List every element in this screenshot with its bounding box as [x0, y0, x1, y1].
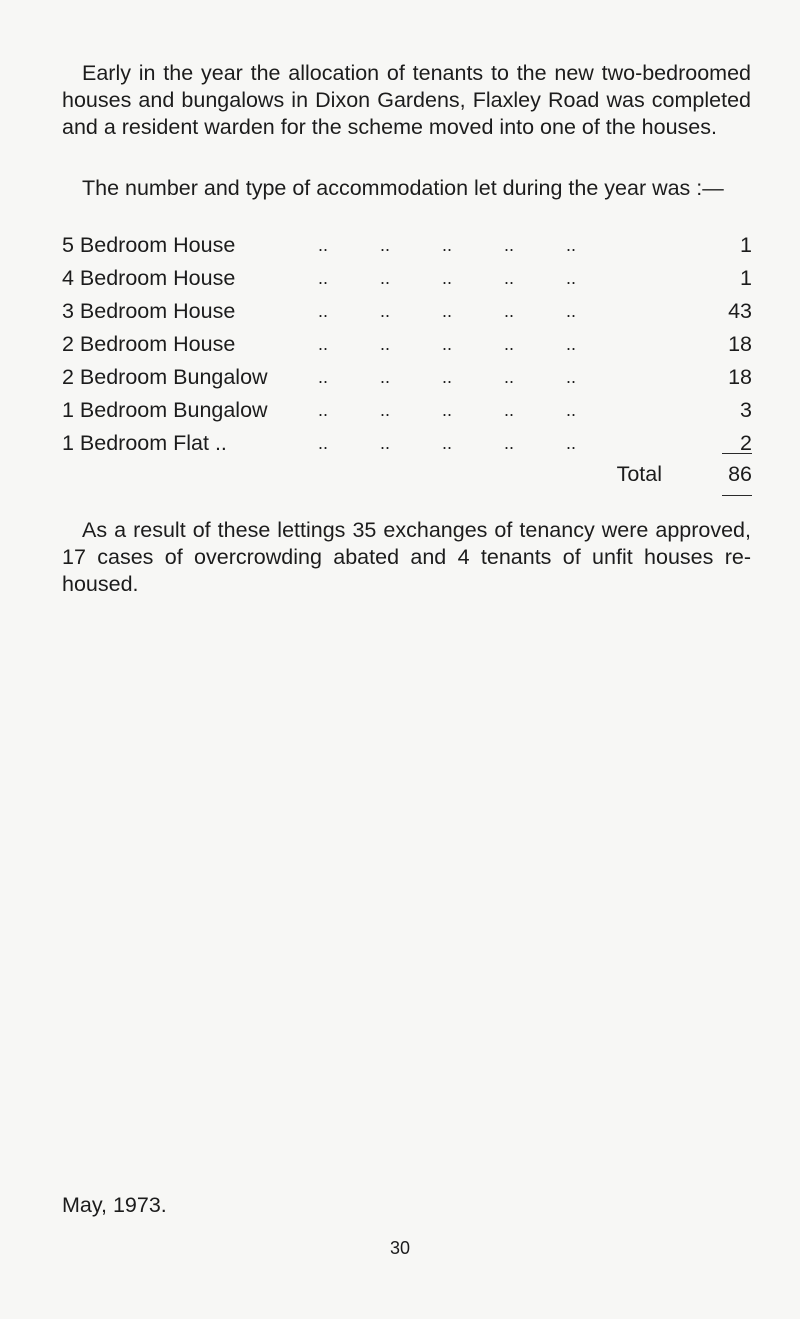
row-label: 2 Bedroom House [62, 332, 236, 356]
row-value: 2 [740, 431, 752, 455]
row-value: 18 [728, 365, 752, 389]
accommodation-table [62, 229, 752, 486]
row-value: 43 [728, 299, 752, 323]
report-date: May, 1973. [62, 1193, 167, 1217]
row-label: 3 Bedroom House [62, 299, 236, 323]
dot-leaders: .. .. .. .. .. [318, 400, 577, 420]
row-value: 3 [740, 398, 752, 422]
result-paragraph: As a result of these lettings 35 exchanges of tenancy were approved, 17 cases of overcrowding abated and 4 tenants of unfit houses re-housed. [62, 518, 751, 596]
dot-leaders: .. .. .. .. .. [318, 334, 577, 354]
dot-leaders: .. .. .. .. .. [318, 235, 577, 255]
row-value: 1 [740, 266, 752, 290]
total-label: Total [616, 462, 662, 486]
row-value: 18 [728, 332, 752, 356]
row-value: 1 [740, 233, 752, 257]
table-row [62, 361, 752, 394]
row-label: 1 Bedroom Flat .. [62, 431, 227, 455]
table-row [62, 262, 752, 295]
total-rule-bottom [722, 495, 752, 496]
row-label: 4 Bedroom House [62, 266, 236, 290]
intro-paragraph: Early in the year the allocation of tenants to the new two-bedroomed houses and bungalows in Dixon Gardens, Flaxley Road was completed and a resident warden for the scheme moved into one of the houses. [62, 61, 751, 139]
lead-paragraph: The number and type of accommodation let during the year was :— [82, 176, 724, 200]
table-row [62, 427, 752, 460]
table-row [62, 394, 752, 427]
total-rule-top [722, 453, 752, 454]
dot-leaders: .. .. .. .. .. [318, 367, 577, 387]
row-label: 1 Bedroom Bungalow [62, 398, 268, 422]
total-row [62, 458, 752, 491]
dot-leaders: .. .. .. .. .. [318, 268, 577, 288]
dot-leaders: .. .. .. .. .. [318, 433, 577, 453]
dot-leaders: .. .. .. .. .. [318, 301, 577, 321]
row-label: 5 Bedroom House [62, 233, 236, 257]
row-label: 2 Bedroom Bungalow [62, 365, 268, 389]
table-row [62, 295, 752, 328]
table-row [62, 328, 752, 361]
page-number: 30 [389, 1238, 411, 1258]
total-value: 86 [728, 462, 752, 486]
table-row [62, 229, 752, 262]
